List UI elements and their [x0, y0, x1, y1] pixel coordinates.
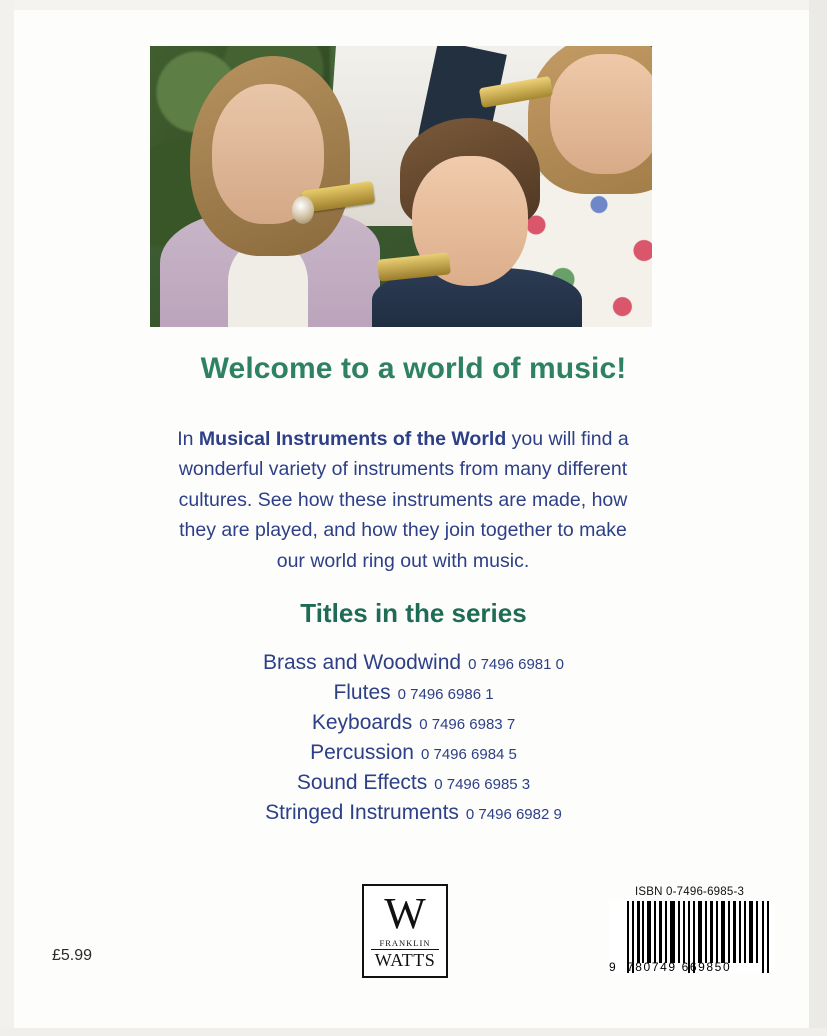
photo-woman-right-face: [550, 54, 652, 174]
publisher-name-line1: FRANKLIN: [379, 938, 431, 948]
barcode-lead-digit: 9: [609, 960, 618, 974]
series-title-name: Flutes: [333, 681, 391, 704]
photo-earring: [292, 196, 314, 224]
series-title-isbn: 0 7496 6982 9: [465, 806, 562, 823]
series-title-name: Percussion: [310, 741, 414, 764]
series-title-list: [0, 648, 827, 828]
cover-headline: Welcome to a world of music!: [200, 352, 627, 385]
page-edge-right: [809, 0, 827, 1036]
isbn-label: ISBN 0-7496-6985-3: [635, 886, 745, 898]
publisher-monogram: W: [384, 889, 426, 938]
series-title-isbn: 0 7496 6983 7: [419, 716, 516, 733]
barcode-block: [609, 886, 775, 990]
series-title-isbn: 0 7496 6985 3: [434, 776, 531, 793]
list-item: [0, 738, 827, 768]
page-edge-left: [0, 0, 14, 1036]
list-item: [0, 708, 827, 738]
blurb-lead-in: In: [177, 427, 199, 450]
blurb-body: you will find a wonderful variety of instruments from many different cultures. See how these instruments are made, how they are played, and how they join together to make our world ring out with music.: [178, 427, 629, 572]
list-item: [0, 768, 827, 798]
series-title-isbn: 0 7496 6984 5: [420, 746, 517, 763]
list-item: [0, 798, 827, 828]
series-title-isbn: 0 7496 6981 0: [468, 656, 564, 673]
series-title-name: Keyboards: [311, 711, 413, 734]
series-title-name: Sound Effects: [296, 771, 428, 794]
barcode-icon: [609, 901, 775, 973]
list-item: [0, 648, 827, 678]
list-item: [0, 678, 827, 708]
barcode-main-digits: 780749 669850: [627, 960, 732, 974]
page-edge-bottom: [0, 1028, 827, 1036]
series-heading: Titles in the series: [300, 598, 527, 628]
cover-photo: [150, 46, 652, 327]
series-title-name: Brass and Woodwind: [263, 651, 462, 674]
series-title-isbn: 0 7496 6986 1: [397, 686, 494, 703]
cover-blurb: [177, 424, 629, 577]
price-label: £5.99: [52, 947, 93, 964]
publisher-name-line2: WATTS: [371, 949, 439, 970]
page-edge-top: [0, 0, 827, 10]
blurb-book-title: Musical Instruments of the World: [198, 427, 507, 450]
series-title-name: Stringed Instruments: [265, 801, 459, 824]
publisher-logo: [362, 884, 448, 978]
